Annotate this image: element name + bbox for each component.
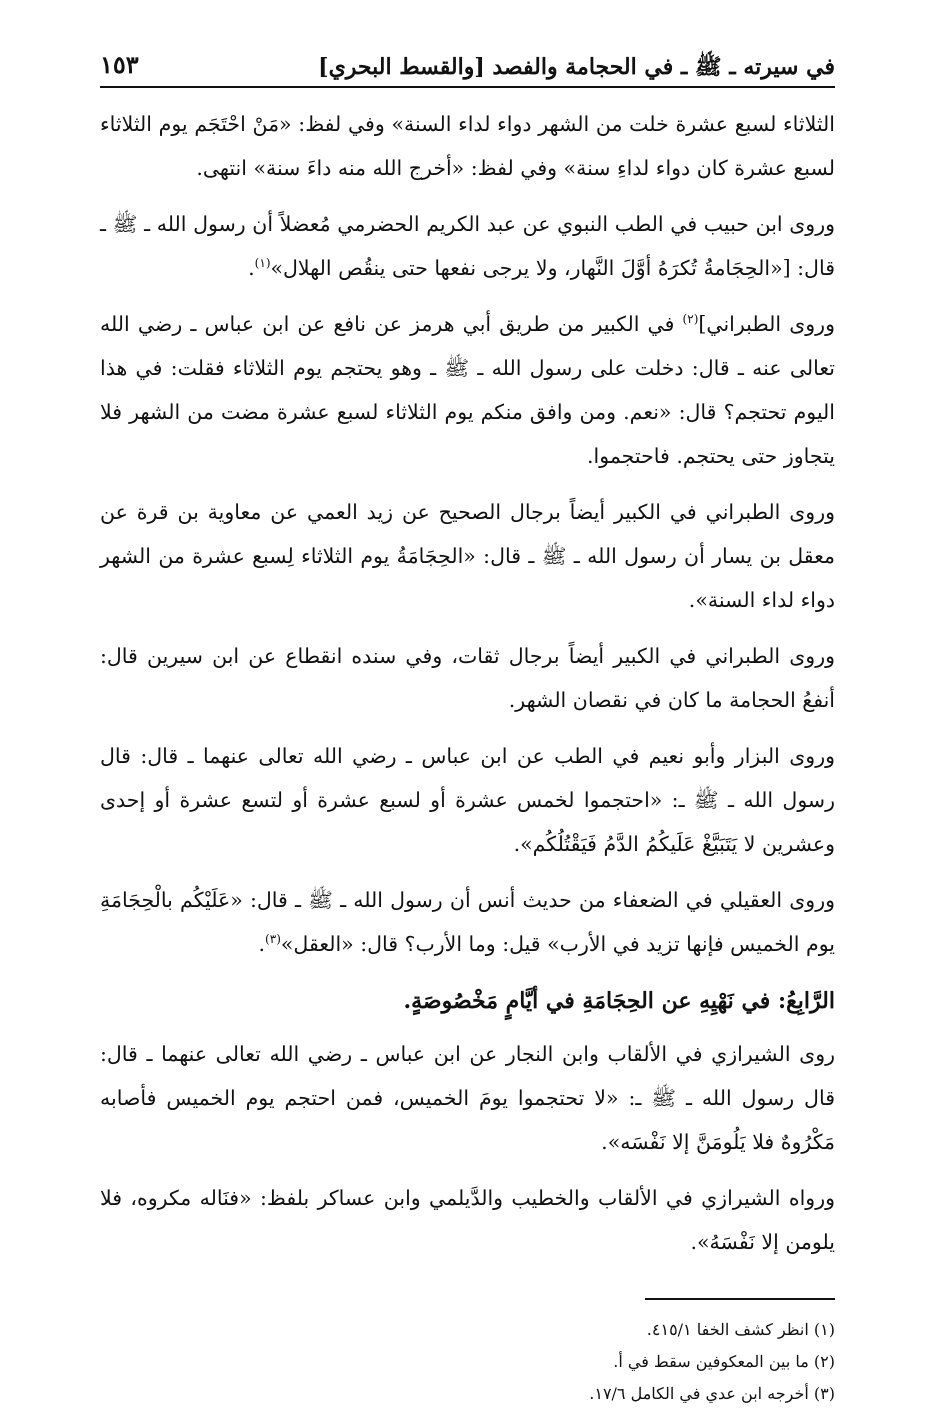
footnote-2: (٢) ما بين المعكوفين سقط في أ.	[613, 1352, 835, 1371]
page-header	[100, 40, 835, 88]
paragraph-9: ورواه الشيرازي في الألقاب والخطيب والدَّيلمي وابن عساكر بلفظ: «فنَاله مكروه، فلا يلومن إلا نَفْسَهُ».	[100, 1186, 835, 1254]
main-text	[100, 102, 835, 1264]
paragraph-2: وروى ابن حبيب في الطب النبوي عن عبد الكريم الحضرمي مُعضلاً أن رسول الله ـ ﷺ ـ قال: [«الحِجَامةُ تُكرَهُ أوَّلَ النَّهار، ولا يرجى نفعها حتى ينقُص الهلال»$^{(١)}$.	[100, 212, 835, 280]
footnote-divider	[645, 1298, 835, 1300]
paragraph-1: الثلاثاء لسبع عشرة خلت من الشهر دواء لداء السنة» وفي لفظ: «مَنْ احْتَجَم يوم الثلاثاء لسبع عشرة كان دواء لداءِ سنة» وفي لفظ: «أخرج الله منه داءَ سنة» انتهى.	[100, 112, 835, 180]
paragraph-4: وروى الطبراني في الكبير أيضاً برجال الصحيح عن زيد العمي عن معاوية بن قرة عن معقل بن يسار أن رسول الله ـ ﷺ ـ قال: «الحِجَامَةُ يوم الثلاثاء لِسبع عشرة من الشهر دواء لداء السنة».	[100, 500, 835, 612]
paragraph-6: وروى البزار وأبو نعيم في الطب عن ابن عباس ـ رضي الله تعالى عنهما ـ قال: قال رسول الله ـ ﷺ ـ: «احتجموا لخمس عشرة أو لسبع عشرة أو لتسع عشرة أو إحدى وعشرين لا يَتَبَيَّغْ عَلَيكُمُ الدَّمُ فَيَقْتُلُكُم».	[100, 744, 835, 856]
footnote-ref-1: (١)	[254, 256, 271, 271]
paragraph-8: روى الشيرازي في الألقاب وابن النجار عن ابن عباس ـ رضي الله تعالى عنهما ـ قال: قال رسول الله ـ ﷺ ـ: «لا تحتجموا يومَ الخميس، فمن احتجم يوم الخميس فأصابه مَكْرُوهٌ فلا يَلُومَنَّ إلا نَفْسَه».	[100, 1042, 835, 1154]
footnote-3: (٣) أخرجه ابن عدي في الكامل ١٧/٦.	[589, 1384, 835, 1403]
footnote-1: (١) انظر كشف الخفا ٤١٥/١.	[646, 1320, 835, 1339]
page-number: ١٥٣	[100, 50, 139, 80]
paragraph-7: وروى العقيلي في الضعفاء من حديث أنس أن رسول الله ـ ﷺ ـ قال: «عَلَيْكُم بالْحِجَامَةِ يوم الخميس فإنها تزيد في الأرب» قيل: وما الأرب؟ قال: «العقل»$^{(٣)}$.	[100, 888, 835, 956]
running-title: في سيرته ـ ﷺ ـ في الحجامة والفصد [والقسط البحري]	[318, 53, 835, 80]
footnotes	[100, 1314, 835, 1410]
footnote-ref-3: (٣)	[265, 932, 281, 947]
paragraph-5: وروى الطبراني في الكبير أيضاً برجال ثقات، وفي سنده انقطاع عن ابن سيرين قال: أنفعُ الحجامة ما كان في نقصان الشهر.	[100, 644, 835, 712]
section-heading: الرَّابِعُ: في نَهْيِهِ عن الحِجَامَةِ في أيَّامٍ مَخْصُوصَةٍ.	[403, 988, 835, 1014]
footnote-ref-2: (٢)	[682, 312, 699, 327]
paragraph-3: وروى الطبراني]$^{(٢)}$ في الكبير من طريق أبي هرمز عن نافع عن ابن عباس ـ رضي الله تعالى عنه ـ قال: دخلت على رسول الله ـ ﷺ ـ وهو يحتجم يوم الثلاثاء فقلت: في هذا اليوم تحتجم؟ قال: «نعم. ومن وافق منكم يوم الثلاثاء لسبع عشرة مضت من الشهر فلا يتجاوز حتى يحتجم. فاحتجموا.	[100, 312, 835, 468]
book-page	[100, 40, 835, 1403]
